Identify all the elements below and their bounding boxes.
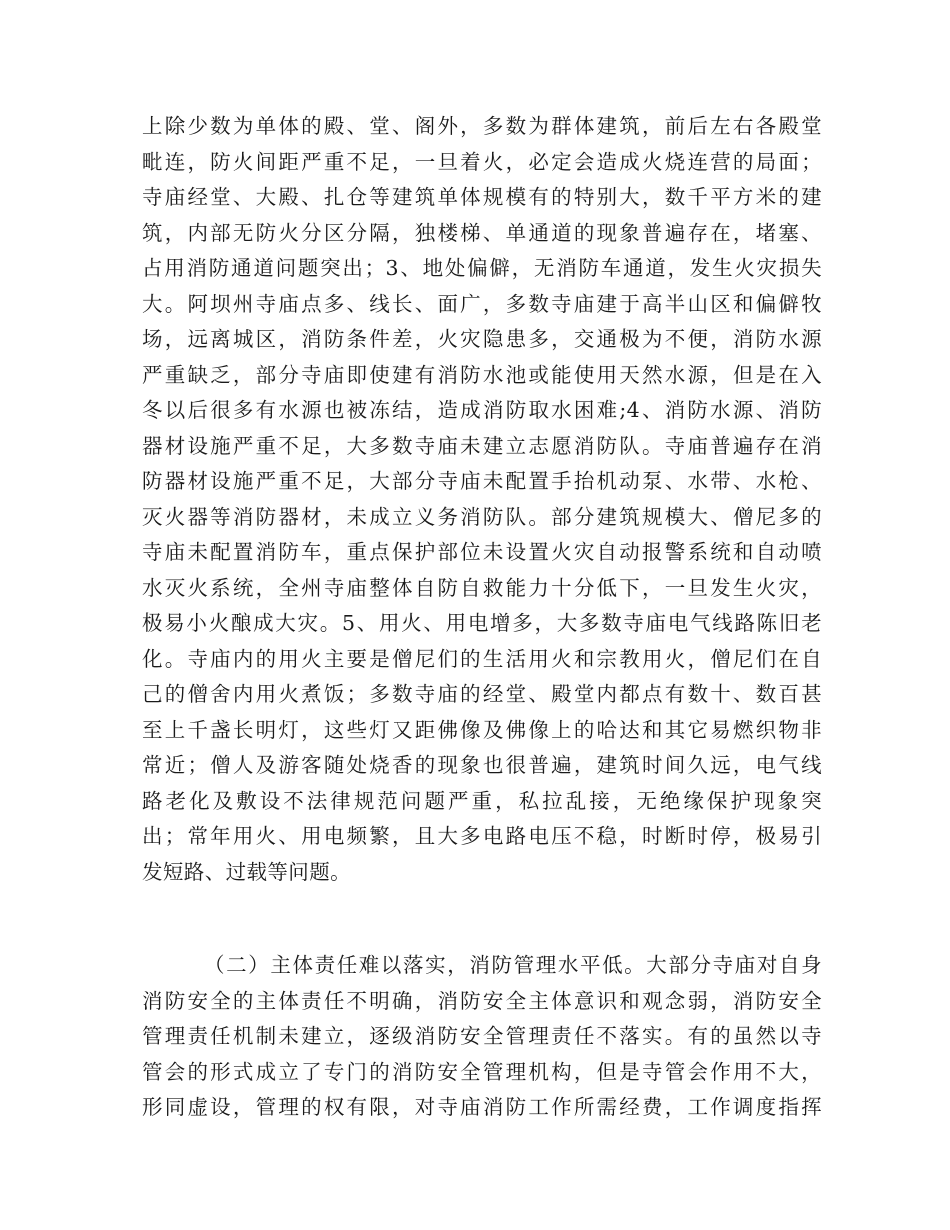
paragraph-2 bbox=[142, 948, 822, 1126]
text-line: 管会的形式成立了专门的消防安全管理机构，但是寺管会作用不大， bbox=[142, 1059, 822, 1084]
text-line: 发短路、过载等问题。 bbox=[142, 859, 351, 884]
text-line: 器材设施严重不足，大多数寺庙未建立志愿消防队。寺庙普遍存在消 bbox=[142, 433, 822, 458]
text-line: 极易小火酿成大灾。5、用火、用电增多，大多数寺庙电气线路陈旧老 bbox=[142, 611, 822, 635]
text-line: 形同虚设，管理的权有限，对寺庙消防工作所需经费，工作调度指挥 bbox=[142, 1095, 822, 1119]
text-line: 筑，内部无防火分区分隔，独楼梯、单通道的现象普遍存在，堵塞、 bbox=[142, 220, 822, 245]
text-line: 消防安全的主体责任不明确，消防安全主体意识和观念弱，消防安全 bbox=[142, 988, 822, 1013]
text-line: 占用消防通道问题突出；3、地处偏僻，无消防车通道，发生火灾损失 bbox=[142, 256, 822, 280]
text-line: 化。寺庙内的用火主要是僧尼们的生活用火和宗教用火，僧尼们在自 bbox=[142, 646, 822, 671]
text-line: 己的僧舍内用火煮饭；多数寺庙的经堂、殿堂内都点有数十、数百甚 bbox=[142, 682, 822, 706]
text-line: 防器材设施严重不足，大部分寺庙未配置手抬机动泵、水带、水枪、 bbox=[142, 469, 822, 493]
text-line: 至上千盏长明灯，这些灯又距佛像及佛像上的哈达和其它易燃织物非 bbox=[142, 717, 822, 742]
text-line: 大。阿坝州寺庙点多、线长、面广，多数寺庙建于高半山区和偏僻牧 bbox=[142, 291, 822, 316]
text-line: 灭火器等消防器材，未成立义务消防队。部分建筑规模大、僧尼多的 bbox=[142, 504, 822, 529]
text-line: 寺庙经堂、大殿、扎仓等建筑单体规模有的特别大，数千平方米的建 bbox=[142, 185, 822, 209]
paragraph-1 bbox=[142, 109, 822, 890]
text-line: （二）主体责任难以落实，消防管理水平低。大部分寺庙对自身 bbox=[204, 953, 822, 977]
text-line: 毗连，防火间距严重不足，一旦着火，必定会造成火烧连营的局面； bbox=[142, 149, 822, 174]
text-line: 出；常年用火、用电频繁，且大多电路电压不稳，时断时停，极易引 bbox=[142, 824, 822, 848]
text-line: 常近；僧人及游客随处烧香的现象也很普遍，建筑时间久远，电气线 bbox=[142, 753, 822, 777]
text-line: 寺庙未配置消防车，重点保护部位未设置火灾自动报警系统和自动喷 bbox=[142, 540, 822, 564]
text-line: 冬以后很多有水源也被冻结，造成消防取水困难;4、消防水源、消防 bbox=[142, 398, 822, 422]
text-line: 上除少数为单体的殿、堂、阁外，多数为群体建筑，前后左右各殿堂 bbox=[142, 114, 822, 138]
text-line: 管理责任机制未建立，逐级消防安全管理责任不落实。有的虽然以寺 bbox=[142, 1024, 822, 1048]
text-line: 场，远离城区，消防条件差，火灾隐患多，交通极为不便，消防水源 bbox=[142, 327, 822, 351]
text-line: 路老化及敷设不法律规范问题严重，私拉乱接，无绝缘保护现象突 bbox=[142, 788, 822, 813]
text-line: 严重缺乏，部分寺庙即使建有消防水池或能使用天然水源，但是在入 bbox=[142, 362, 822, 387]
text-line: 水灭火系统，全州寺庙整体自防自救能力十分低下，一旦发生火灾， bbox=[142, 575, 822, 600]
